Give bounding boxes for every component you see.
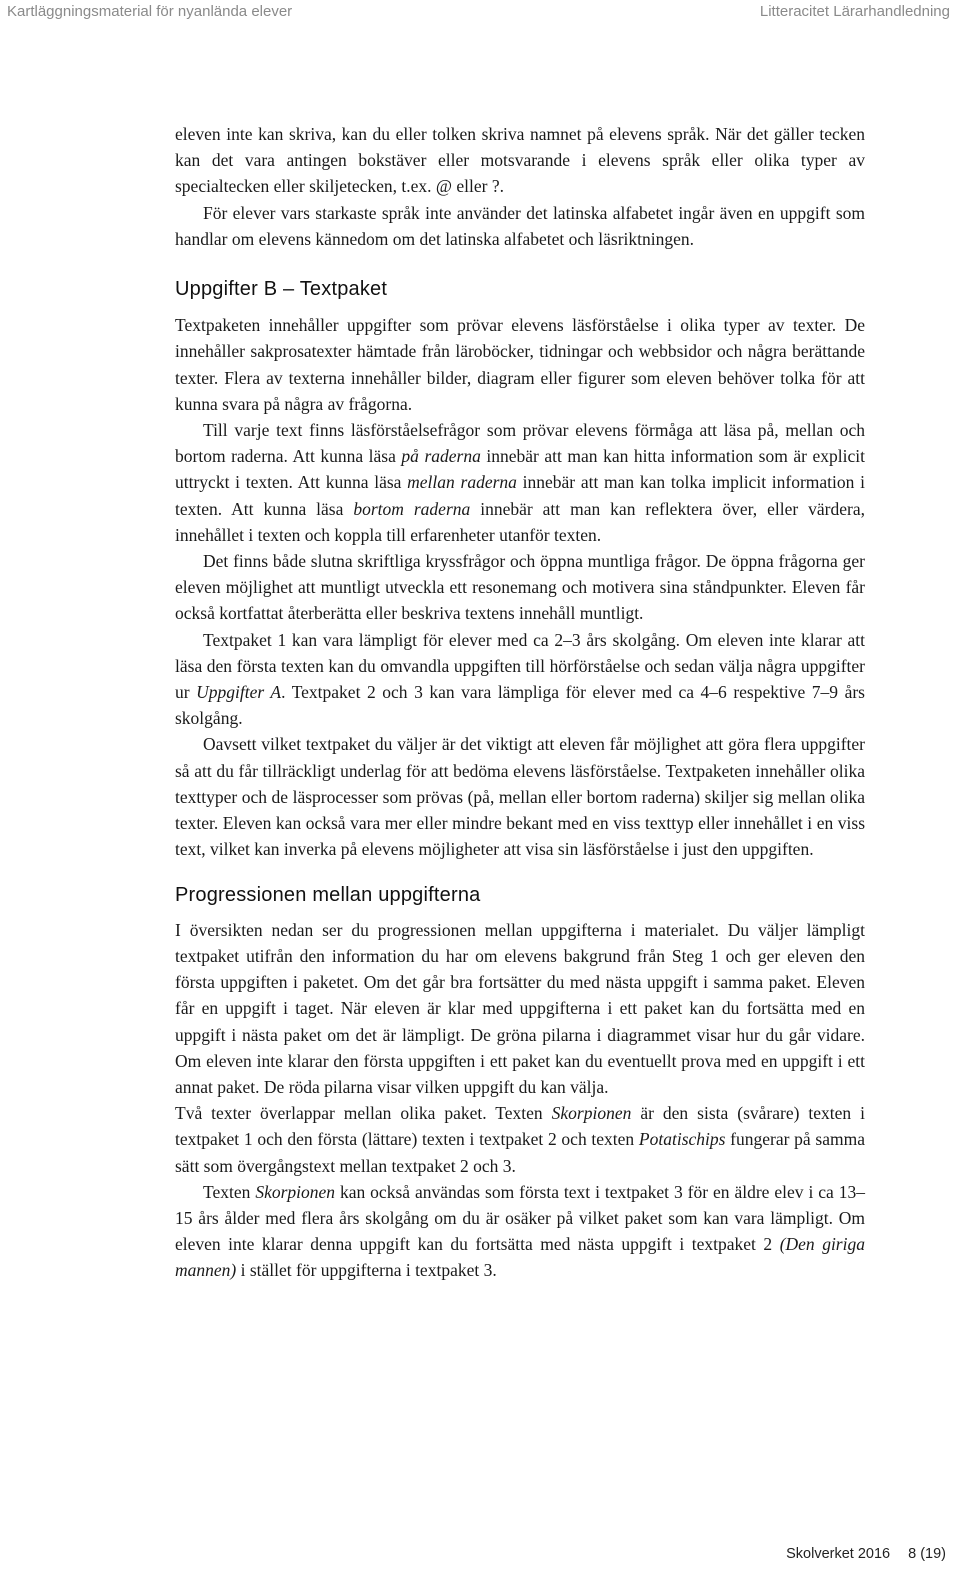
section-heading-progression: Progressionen mellan uppgifterna: [175, 884, 481, 907]
body-paragraph: Texten Skorpionen kan också användas som första text i textpaket 3 för en äldre elev i ca 13–15 års ålder med flera års skolgång om du är osäker på vilket paket som kan vara lämpligt. Om eleven inte klarar denna uppgift kan du fortsätta med nästa uppgift i textpaket 2 (Den giriga mannen) i stället för uppgifterna i textpaket 3.: [175, 1181, 865, 1281]
page-number: 8 (19): [908, 1546, 946, 1562]
body-paragraph: Textpaketen innehåller uppgifter som prövar elevens läsförståelse i olika typer av texter. De innehåller sakprosatexter hämtade från läroböcker, tidningar och webbsidor och några berättande texter. Flera av texterna innehåller bilder, diagram eller figurer som eleven behöver tolka för att kunna svara på några av frågorna.: [175, 315, 865, 414]
page-footer: [786, 1546, 946, 1562]
body-paragraph: Två texter överlappar mellan olika paket. Texten Skorpionen är den sista (svårare) texten i textpaket 1 och den första (lättare) texten i textpaket 2 och texten Potatischips fungerar på samma sätt som övergångstext mellan textpaket 2 och 3.: [175, 1103, 865, 1176]
body-paragraph: I översikten nedan ser du progressionen mellan uppgifterna i materialet. Du väljer lämpligt textpaket utifrån den information du har om elevens bakgrund från Steg 1 och ger eleven den första uppgiften i paketet. Om det går bra fortsätter du med nästa uppgift i samma paket. Eleven får en uppgift i taget. När eleven är klar med uppgifterna i ett paket kan du fortsätta med en uppgift i nästa paket om det är lämpligt. De gröna pilarna i diagrammet visar hur du går vidare. Om eleven inte klarar den första uppgiften i ett paket kan du eventuellt prova med en uppgift i ett annat paket. De röda pilarna visar vilken uppgift du kan välja.: [175, 919, 865, 1097]
body-paragraph: Oavsett vilket textpaket du väljer är det viktigt att eleven får möjlighet att göra flera uppgifter så att du får tillräckligt underlag för att bedöma elevens läsförståelse. Textpaketen innehåller olika texttyper och de läsprocesser som prövas (på, mellan eller bortom raderna) skiljer sig mellan olika texter. Eleven kan också vara mer eller mindre bekant med en viss texttyp eller innehållet i en viss text, vilket kan inverka på elevens möjligheter att visa sin läsförståelse i just den uppgiften.: [175, 734, 865, 860]
section-heading-textpaket: Uppgifter B – Textpaket: [175, 278, 388, 301]
intro-paragraph: eleven inte kan skriva, kan du eller tolken skriva namnet på elevens språk. När det gäller tecken kan det vara antingen bokstäver eller motsvarande i elevens språk eller olika typer av specialtecken eller skiljetecken, t.ex. @ eller ?.: [175, 124, 865, 197]
page-content: [175, 121, 865, 1284]
body-paragraph: Det finns både slutna skriftliga kryssfrågor och öppna muntliga frågor. De öppna frågorna ger eleven möjlighet att muntligt utveckla ett resonemang och motivera sina ståndpunkter. Eleven får också kortfattat återberätta eller beskriva textens innehåll muntligt.: [175, 551, 865, 624]
body-paragraph: Till varje text finns läsförståelsefrågor som prövar elevens förmåga att läsa på, mellan och bortom raderna. Att kunna läsa på raderna innebär att man kan hitta information som är explicit uttryckt i texten. Att kunna läsa mellan raderna innebär att man kan tolka implicit information i texten. Att kunna läsa bortom raderna innebär att man kan reflektera över, eller värdera, innehållet i texten och koppla till erfarenheter utanför texten.: [175, 420, 865, 545]
page-header: [0, 0, 960, 22]
footer-publisher: Skolverket 2016: [786, 1546, 891, 1562]
body-paragraph: Textpaket 1 kan vara lämpligt för elever med ca 2–3 års skolgång. Om eleven inte klarar att läsa den första texten kan du omvandla uppgiften till hörförståelse och sedan välja några uppgifter ur Uppgifter A. Textpaket 2 och 3 kan vara lämpliga för elever med ca 4–6 respektive 7–9 års skolgång.: [175, 629, 865, 729]
intro-paragraph: För elever vars starkaste språk inte använder det latinska alfabetet ingår även en uppgift som handlar om elevens kännedom om det latinska alfabetet och läsriktningen.: [175, 202, 865, 249]
header-section-title: Litteracitet Lärarhandledning: [759, 3, 950, 20]
header-document-title: Kartläggningsmaterial för nyanlända elever: [7, 3, 293, 20]
